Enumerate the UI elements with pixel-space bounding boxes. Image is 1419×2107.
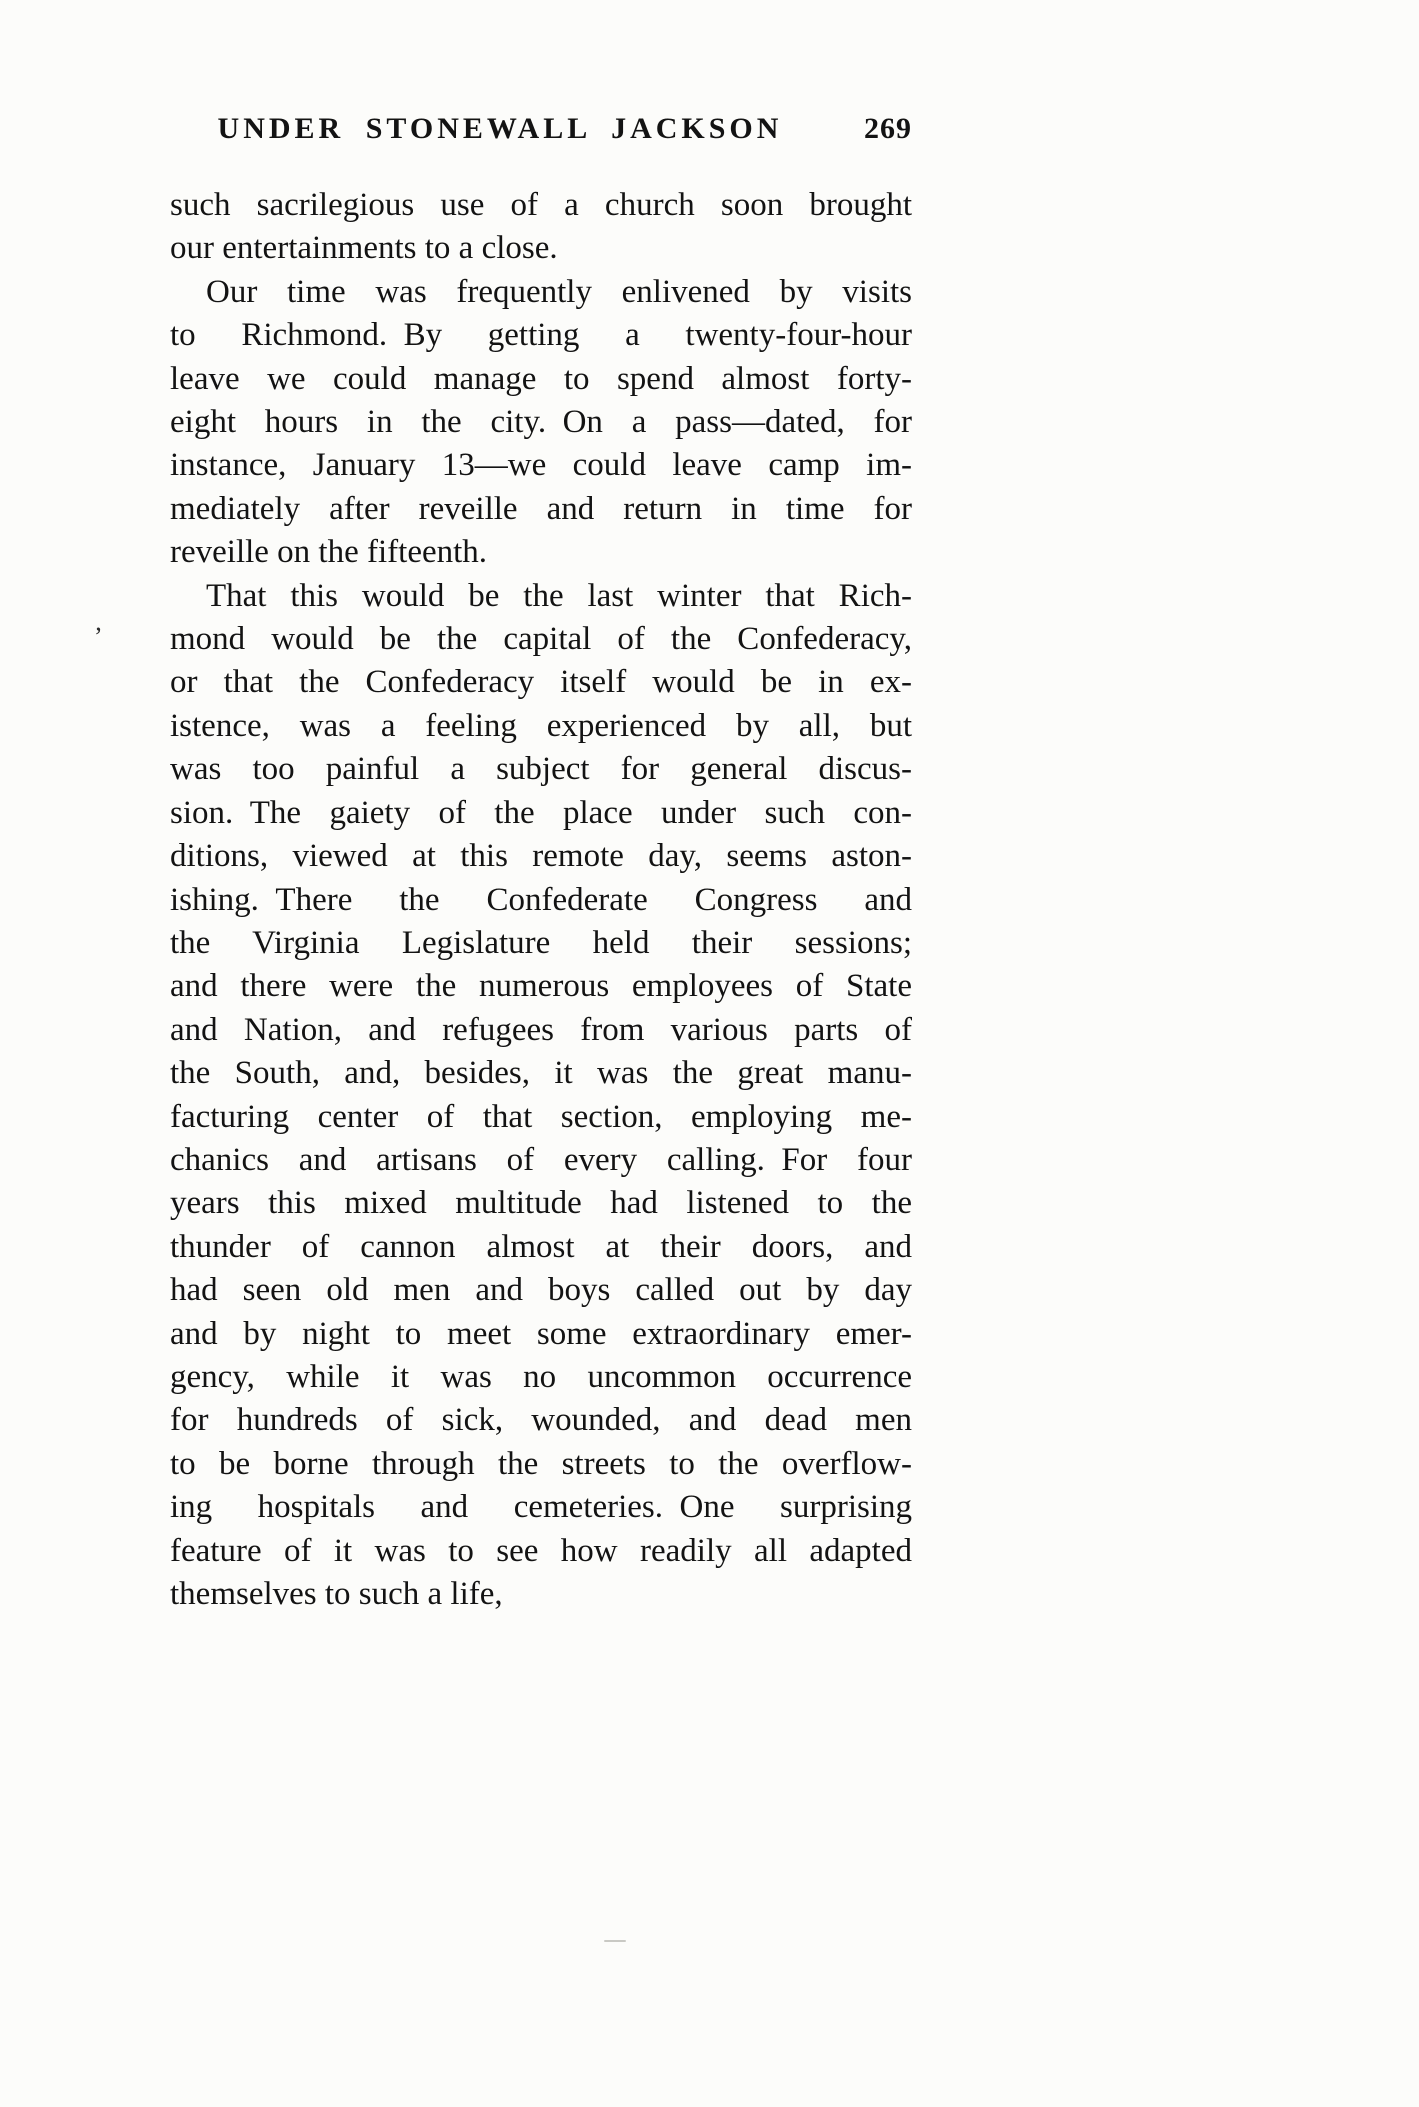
text-line: chanics and artisans of every calling. For four	[170, 1141, 912, 1178]
text-line: mediately after reveille and return in time for	[170, 490, 912, 527]
text-line: reveille on the fifteenth.	[170, 534, 488, 571]
text-line: mond would be the capital of the Confederacy,	[170, 621, 912, 658]
page-header	[170, 112, 912, 156]
text-line: and Nation, and refugees from various parts of	[170, 1011, 912, 1048]
text-line: or that the Confederacy itself would be in ex-	[170, 664, 912, 701]
text-line: That this would be the last winter that Rich-	[206, 577, 912, 614]
text-line: eight hours in the city. On a pass—dated, for	[170, 404, 912, 441]
running-title: UNDER STONEWALL JACKSON	[217, 112, 783, 145]
text-line: feature of it was to see how readily all adapted	[170, 1532, 912, 1569]
page-number: 269	[864, 112, 912, 145]
text-line: ishing. There the Confederate Congress and	[170, 881, 912, 918]
text-line: the Virginia Legislature held their sessions;	[170, 924, 912, 961]
text-line: years this mixed multitude had listened to the	[170, 1185, 912, 1222]
text-line: and there were the numerous employees of State	[170, 968, 912, 1005]
text-line: was too painful a subject for general discus-	[170, 751, 912, 788]
text-line: ditions, viewed at this remote day, seems aston-	[170, 838, 912, 875]
text-line: themselves to such a life,	[170, 1576, 503, 1612]
text-line: leave we could manage to spend almost forty-	[170, 360, 912, 397]
margin-artifact: ’	[94, 622, 103, 651]
text-line: Our time was frequently enlivened by visits	[206, 273, 912, 310]
text-line: to Richmond. By getting a twenty-four-hour	[170, 317, 912, 354]
page-body	[170, 184, 912, 1616]
text-line: and by night to meet some extraordinary emer-	[170, 1315, 912, 1352]
text-line: facturing center of that section, employing me-	[170, 1098, 912, 1135]
text-line: had seen old men and boys called out by day	[170, 1272, 912, 1309]
text-line: istence, was a feeling experienced by all, but	[170, 707, 912, 744]
text-line: the South, and, besides, it was the great manu-	[170, 1055, 912, 1092]
text-line: thunder of cannon almost at their doors, and	[170, 1228, 912, 1265]
text-line: for hundreds of sick, wounded, and dead men	[170, 1402, 912, 1439]
text-line: to be borne through the streets to the overflow-	[170, 1445, 912, 1482]
scan-speck	[604, 1940, 626, 1942]
text-line: gency, while it was no uncommon occurrence	[170, 1358, 912, 1395]
text-line: instance, January 13—we could leave camp im-	[170, 447, 912, 484]
text-line: our entertainments to a close.	[170, 230, 558, 267]
text-line: ing hospitals and cemeteries. One surprising	[170, 1489, 912, 1526]
text-line: such sacrilegious use of a church soon brought	[170, 187, 912, 223]
text-line: sion. The gaiety of the place under such con-	[170, 794, 912, 831]
